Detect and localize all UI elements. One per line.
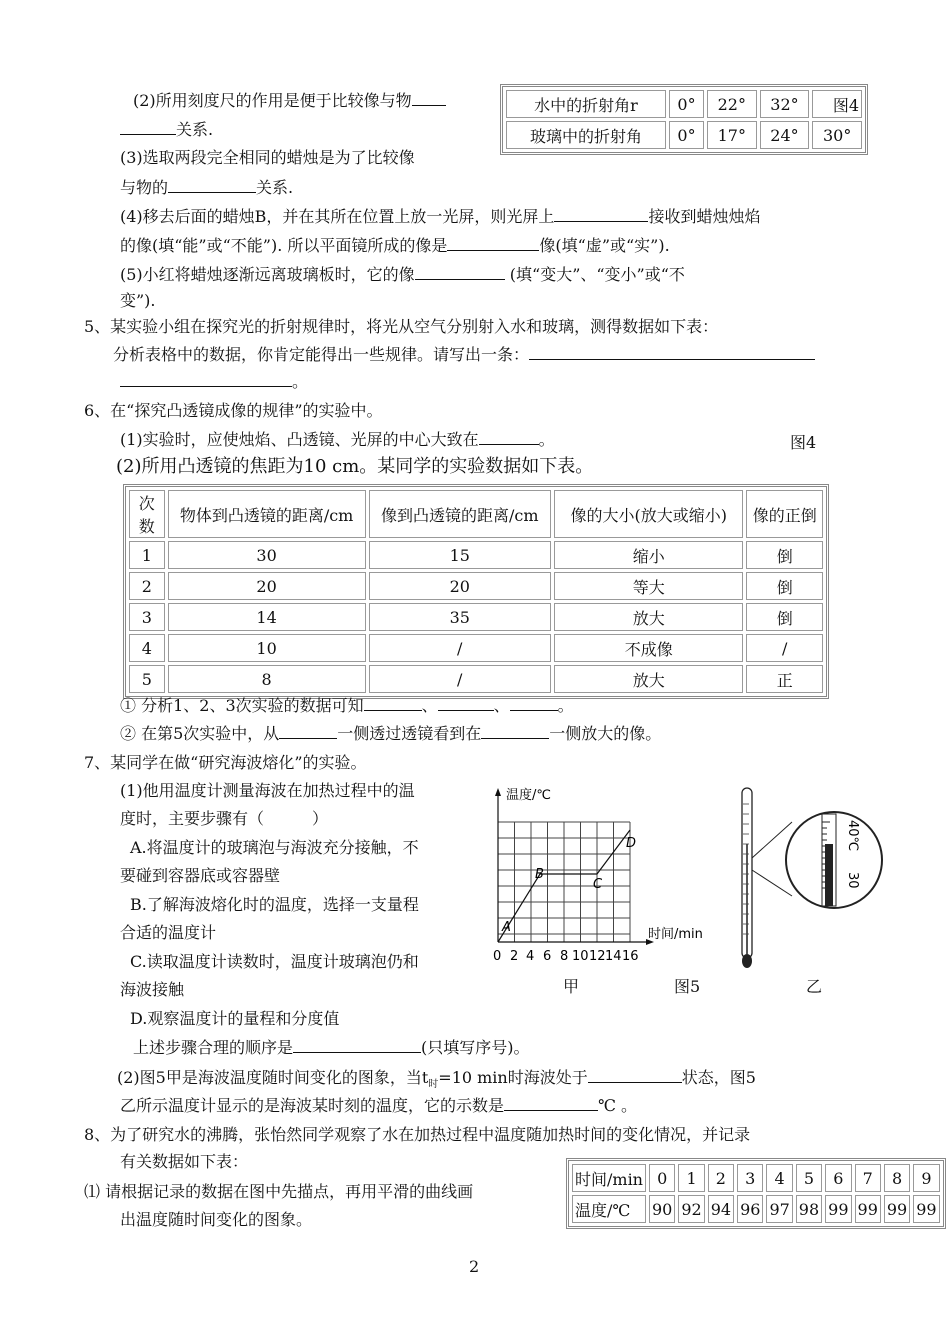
q7-p1a: (1)他用温度计测量海波在加热过程中的温 xyxy=(120,781,415,800)
x-tick-label: 4 xyxy=(526,949,535,964)
table-row: 2 20 20 等大 倒 xyxy=(129,572,823,600)
q5-line3: 。 xyxy=(120,370,308,393)
answer-blank[interactable] xyxy=(529,343,815,360)
q7-p2b: 乙所示温度计显示的是海波某时刻的温度，它的示数是 ℃ 。 xyxy=(120,1096,638,1115)
table-row: 时间/min 0 1 2 3 4 5 6 7 8 9 xyxy=(572,1164,940,1192)
answer-blank[interactable] xyxy=(120,118,176,135)
x-tick-labels xyxy=(493,949,639,964)
y-axis-arrow xyxy=(495,788,501,796)
q7-stepA2: 要碰到容器底或容器壁 xyxy=(120,866,281,885)
q7-stepC1: C.读取温度计读数时，温度计玻璃泡仍和 xyxy=(130,952,419,971)
answer-blank[interactable] xyxy=(279,722,337,739)
answer-blank[interactable] xyxy=(168,176,256,193)
answer-blank[interactable] xyxy=(510,694,558,711)
q8-p1b: 出温度随时间变化的图象。 xyxy=(120,1210,313,1229)
answer-blank[interactable] xyxy=(479,428,539,445)
x-tick-label: 8 xyxy=(560,949,569,964)
table-row: 3 14 35 放大 倒 xyxy=(129,603,823,631)
x-tick-label: 0 xyxy=(493,949,502,964)
answer-blank[interactable] xyxy=(120,370,292,387)
q6-title: 6、在“探究凸透镜成像的规律”的实验中。 xyxy=(84,401,383,420)
refraction-table xyxy=(500,84,868,155)
q6-p2: (2)所用凸透镜的焦距为10 cm。某同学的实验数据如下表。 xyxy=(116,456,594,477)
q4-p2: (2)所用刻度尺的作用是便于比较像与物 xyxy=(133,89,446,112)
q4-p4b: 的像(填“能”或“不能”). 所以平面镜所成的像是 像(填“虚”或“实”). xyxy=(120,236,670,255)
q8-p1a: ⑴ 请根据记录的数据在图中先描点，再用平滑的曲线画 xyxy=(84,1182,474,1201)
q6-p1: (1)实验时，应使烛焰、凸透镜、光屏的中心大致在 。 xyxy=(120,430,555,449)
q7-stepA1: A.将温度计的玻璃泡与海波充分接触，不 xyxy=(130,838,419,857)
y-axis-label: 温度/℃ xyxy=(506,788,551,803)
point-label-d: D xyxy=(626,836,637,851)
x-tick-label: 10 xyxy=(572,949,589,964)
answer-blank[interactable] xyxy=(415,263,505,280)
melting-graph xyxy=(490,782,720,970)
answer-blank[interactable] xyxy=(481,722,549,739)
answer-blank[interactable] xyxy=(293,1036,421,1053)
q8-line2: 有关数据如下表： xyxy=(120,1152,249,1171)
q5-line2: 分析表格中的数据，你肯定能得出一些规律。请写出一条： xyxy=(113,343,815,366)
q4-p3b: 与物的 关系. xyxy=(120,178,294,197)
zoom-pointer-line xyxy=(752,870,792,896)
q6-a1: ① 分析1、2、3次实验的数据可知 、 、 。 xyxy=(120,696,574,715)
point-label-c: C xyxy=(593,877,603,892)
answer-blank[interactable] xyxy=(447,234,539,251)
caption-fig5: 图5 xyxy=(674,977,701,996)
thermometer-bulb xyxy=(742,954,752,968)
thermometer-figure xyxy=(730,784,890,974)
q7-p1b: 度时，主要步骤有（ ） xyxy=(120,809,329,828)
thermo-label-30: 30 xyxy=(845,872,860,889)
q8-line1: 8、为了研究水的沸腾，张怡然同学观察了水在加热过程中温度随加热时间的变化情况，并记录 xyxy=(84,1125,751,1144)
q6-a2: ② 在第5次实验中，从 一侧透过透镜看到在 一侧放大的像。 xyxy=(120,724,662,743)
x-tick-label: 12 xyxy=(589,949,606,964)
answer-blank[interactable] xyxy=(412,89,446,106)
thermo-label-40: 40℃ xyxy=(845,820,860,852)
q7-stepC2: 海波接触 xyxy=(120,980,185,999)
answer-blank[interactable] xyxy=(364,694,422,711)
boiling-data-table xyxy=(566,1158,946,1229)
x-tick-label: 16 xyxy=(622,949,639,964)
q4-p3a: (3)选取两段完全相同的蜡烛是为了比较像 xyxy=(120,148,415,167)
answer-blank[interactable] xyxy=(554,205,648,222)
table-row: 4 10 / 不成像 / xyxy=(129,634,823,662)
caption-yi: 乙 xyxy=(806,977,823,996)
page-number: 2 xyxy=(469,1257,480,1276)
q4-p4a: (4)移去后面的蜡烛B，并在其所在位置上放一光屏，则光屏上 接收到蜡烛烛焰 xyxy=(120,207,761,226)
q7-stepB1: B.了解海波熔化时的温度，选择一支量程 xyxy=(130,895,419,914)
graph-grid xyxy=(498,822,630,942)
q7-title: 7、某同学在做“研究海波熔化”的实验。 xyxy=(84,753,367,772)
table-row: 玻璃中的折射角 0° 17° 24° 30° xyxy=(506,121,862,149)
answer-blank[interactable] xyxy=(588,1066,682,1083)
zoom-mercury xyxy=(825,844,833,906)
q7-p2a: (2)图5甲是海波温度随时间变化的图象，当$t_时=10$ min时海波处于 状态，图5 xyxy=(117,1068,756,1091)
table-row: 5 8 / 放大 正 xyxy=(129,665,823,693)
point-label-b: B xyxy=(535,867,544,882)
q4-p5b: 变”). xyxy=(120,291,156,310)
q7-stepD: D.观察温度计的量程和分度值 xyxy=(130,1009,340,1028)
table-row: 1 30 15 缩小 倒 xyxy=(129,541,823,569)
q7-stepB2: 合适的温度计 xyxy=(120,923,217,942)
x-tick-label: 14 xyxy=(605,949,622,964)
q4-p5a: (5)小红将蜡烛逐渐远离玻璃板时，它的像 (填“变大”、“变小”或“不 xyxy=(120,265,685,284)
x-tick-label: 2 xyxy=(510,949,519,964)
table-header-row: 次数 物体到凸透镜的距离/cm 像到凸透镜的距离/cm 像的大小(放大或缩小) 像的正倒 xyxy=(129,490,823,538)
table-row: 水中的折射角r 0° 22° 32° 图4 xyxy=(506,90,862,118)
q7-order: 上述步骤合理的顺序是 (只填写序号)。 xyxy=(133,1038,530,1057)
caption-jia: 甲 xyxy=(563,977,580,996)
x-axis-label: 时间/min xyxy=(648,927,703,942)
q4-p2-cont: 关系. xyxy=(120,118,213,141)
table-row: 温度/℃ 90 92 94 96 97 98 99 99 99 99 xyxy=(572,1195,940,1223)
fig4-label: 图4 xyxy=(790,433,817,452)
x-tick-label: 6 xyxy=(543,949,552,964)
q5-line1: 5、某实验小组在探究光的折射规律时，将光从空气分别射入水和玻璃，测得数据如下表： xyxy=(84,317,719,336)
point-label-a: A xyxy=(502,920,511,935)
answer-blank[interactable] xyxy=(438,694,494,711)
answer-blank[interactable] xyxy=(504,1094,598,1111)
lens-data-table xyxy=(123,484,829,699)
